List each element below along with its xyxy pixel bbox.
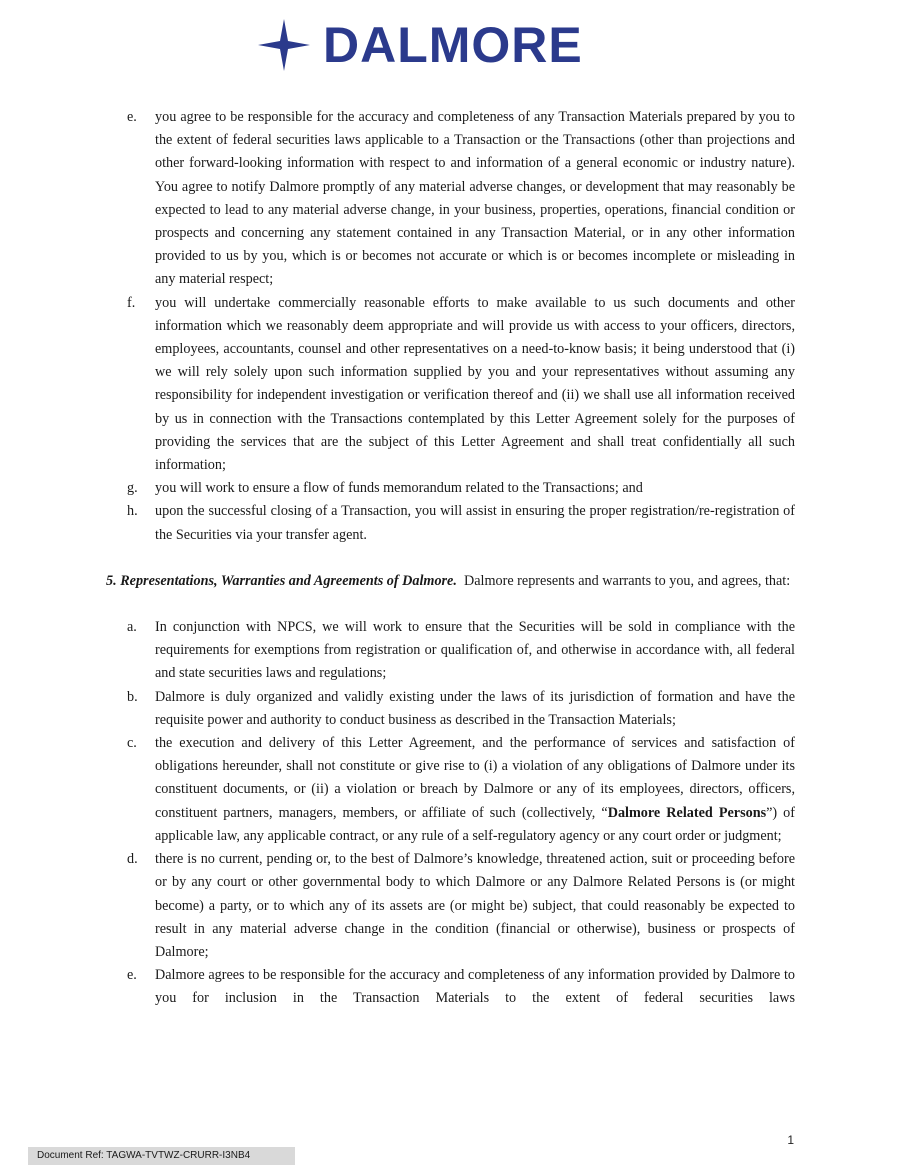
list-item <box>106 686 795 732</box>
list-item <box>106 964 795 1010</box>
list-item-letter: g. <box>127 480 138 497</box>
page-number: 1 <box>787 1133 794 1147</box>
list-item-text: Dalmore is duly organized and validly existing under the laws of its jurisdiction of formation and have the requisite power and authority to conduct business as described in the Transaction Materials; <box>155 688 795 728</box>
dalmore-logo <box>257 16 647 74</box>
list-item-text: upon the successful closing of a Transaction, you will assist in ensuring the proper registration/re-registration of the Securities via your transfer agent. <box>155 503 795 543</box>
list-item-text-part: the execution and delivery of this Letter Agreement, and the performance of services and satisfaction of obligations hereunder, shall not constitute or give rise to (i) a violation of any obligations of Dalmore under its constituent documents, or (ii) a violation or breach by Dalmore or any of its employees, directors, officers, constituent partners, managers, members, or affiliate of such (collectively, “ <box>155 735 795 821</box>
list-item <box>106 848 795 964</box>
list-item <box>106 106 795 292</box>
representations-list <box>106 616 795 1010</box>
list-item-letter: h. <box>127 503 138 520</box>
section-5-title: 5. Representations, Warranties and Agreements of Dalmore. <box>106 572 457 589</box>
list-item <box>106 477 795 500</box>
list-item-letter: b. <box>127 688 138 705</box>
list-item-text: In conjunction with NPCS, we will work to ensure that the Securities will be sold in compliance with the requirements for exemptions from registration or qualification of, and otherwise in accordance with, all federal and state securities laws and regulations; <box>155 619 795 682</box>
list-item-text: there is no current, pending or, to the best of Dalmore’s knowledge, threatened action, suit or proceeding before or by any court or other governmental body to which Dalmore or any Dalmore Related Persons is (or might become) a party, or to which any of its assets are (or might be) subject, that could reasonably be expected to result in any material adverse change in the condition (financial or otherwise), business or prospects of Dalmore; <box>155 851 795 960</box>
section-5-body: Dalmore represents and warrants to you, and agrees, that: <box>464 572 791 589</box>
list-item-letter: f. <box>127 294 136 311</box>
list-item <box>106 616 795 686</box>
obligations-list <box>106 106 795 547</box>
list-item-text: you agree to be responsible for the accuracy and completeness of any Transaction Materials prepared by you to the extent of federal securities laws applicable to a Transaction or the Transactions (other than projections and other forward-looking information with respect to and information of a general economic or industry nature). You agree to notify Dalmore promptly of any material adverse changes, or development that may reasonably be expected to lead to any material adverse change, in your business, properties, operations, financial condition or prospects and concerning any statement contained in any Transaction Material, or in any other information provided to us by you, which is or becomes not accurate or which is or becomes incomplete or misleading in any material respect; <box>155 109 795 288</box>
list-item-text <box>155 732 795 848</box>
document-reference: Document Ref: TAGWA-TVTWZ-CRURR-I3NB4 <box>28 1147 295 1165</box>
list-item-text: Dalmore agrees to be responsible for the accuracy and completeness of any information provided by Dalmore to you for inclusion in the Transaction Materials to the extent of federal securities laws <box>155 967 795 1007</box>
document-body <box>106 106 795 1011</box>
list-item <box>106 500 795 546</box>
list-item-letter: e. <box>127 109 137 125</box>
list-item <box>106 292 795 478</box>
logo-wordmark: DALMORE <box>323 17 583 73</box>
list-item-text: you will work to ensure a flow of funds memorandum related to the Transactions; and <box>155 480 643 497</box>
defined-term: Dalmore Related Persons <box>607 804 767 821</box>
list-item-text-part: ”) of applicable law, any applicable contract, or any rule of a self-regulatory agency or any court order or judgment; <box>155 804 795 844</box>
section-5-heading <box>106 570 795 593</box>
list-item-letter: d. <box>127 851 138 868</box>
list-item-letter: e. <box>127 967 137 984</box>
list-item-text: you will undertake commercially reasonable efforts to make available to us such documents and other information which we reasonably deem appropriate and will provide us with access to your officers, directors, employees, accountants, counsel and other representatives on a need-to-know basis; it being understood that (i) we will rely solely upon such information supplied by you and your representatives without assuming any responsibility for independent investigation or verification thereof and (ii) we shall use all information received by us in connection with the Transactions contemplated by this Letter Agreement solely for the purposes of providing the services that are the subject of this Letter Agreement and shall treat confidentially all such information; <box>155 294 795 474</box>
list-item-letter: a. <box>127 619 137 636</box>
list-item <box>106 732 795 848</box>
four-point-star-icon <box>257 18 311 72</box>
list-item-letter: c. <box>127 735 137 752</box>
